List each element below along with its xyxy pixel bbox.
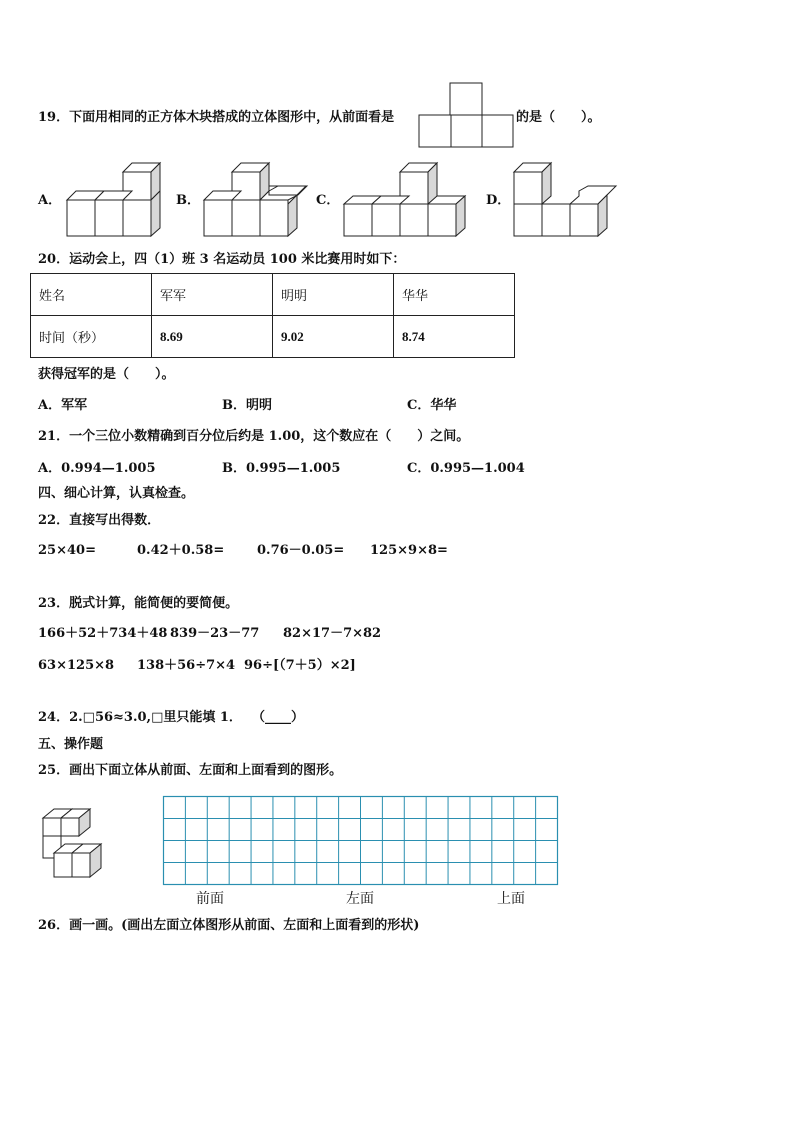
- table-cell-huahua-time: 8.74: [394, 316, 515, 358]
- q23-expr-4: 63×125×8: [38, 658, 115, 673]
- q19-option-d-figure: [513, 160, 617, 238]
- section-5-heading: 五、操作题: [38, 737, 104, 752]
- q19-text-after: 的是（ ）。: [516, 110, 601, 125]
- table-header-junjun: 军军: [152, 274, 273, 316]
- q23-expr-2: 839－23－77: [170, 626, 260, 641]
- q21-option-b[interactable]: B．0.995—1.005: [222, 461, 341, 476]
- q23-expr-1: 166＋52＋734＋48: [38, 626, 168, 641]
- q21-option-a[interactable]: A．0.994—1.005: [38, 461, 156, 476]
- q25-label-left: 左面: [346, 892, 374, 907]
- q19-option-b-label[interactable]: B．: [176, 193, 200, 208]
- q21-option-c[interactable]: C．0.995—1.004: [407, 461, 525, 476]
- q22-item-3: 0.76－0.05=: [257, 543, 345, 558]
- q25-label-top: 上面: [497, 892, 525, 907]
- q25-text: 25．画出下面立体从前面、左面和上面看到的图形。: [38, 763, 343, 778]
- q20-results-table: [30, 273, 515, 358]
- q22-item-2: 0.42＋0.58=: [137, 543, 225, 558]
- q23-expr-6: 96÷[（7＋5）×2]: [244, 658, 356, 673]
- q19-option-c-figure: [343, 160, 473, 238]
- q22-text: 22．直接写出得数．: [38, 513, 161, 528]
- table-cell-junjun-time: 8.69: [152, 316, 273, 358]
- q20-option-c[interactable]: C．华华: [407, 398, 457, 413]
- q25-label-front: 前面: [196, 892, 224, 907]
- table-header-mingming: 明明: [273, 274, 394, 316]
- q23-expr-5: 138＋56÷7×4: [137, 658, 236, 673]
- q19-option-c-label[interactable]: C．: [316, 193, 340, 208]
- q19-option-a-label[interactable]: A．: [38, 193, 62, 208]
- table-row-label-time: 时间（秒）: [31, 316, 152, 358]
- q20-text: 20．运动会上，四（1）班 3 名运动员 100 米比赛用时如下：: [38, 252, 406, 267]
- q26-text: 26．画一画。(画出左面立体图形从前面、左面和上面看到的形状): [38, 918, 420, 933]
- q22-item-1: 25×40=: [38, 543, 96, 558]
- q19-text: 19．下面用相同的正方体木块搭成的立体图形中，从前面看是: [38, 110, 395, 125]
- q19-front-view-figure: [418, 82, 514, 148]
- q23-text: 23．脱式计算，能简便的要简便。: [38, 596, 239, 611]
- q19-option-b-figure: [203, 160, 307, 238]
- table-row: [31, 274, 515, 316]
- q24-answer-blank[interactable]: （____）: [252, 710, 305, 725]
- section-4-heading: 四、细心计算，认真检查。: [38, 486, 195, 501]
- q24-text: 24．2.□56≈3.0,□里只能填 1．: [38, 710, 242, 725]
- q19-option-a-figure: [66, 160, 170, 238]
- table-header-huahua: 华华: [394, 274, 515, 316]
- q20-question: 获得冠军的是（ ）。: [38, 367, 175, 382]
- q20-option-b[interactable]: B．明明: [222, 398, 272, 413]
- q25-solid-figure: [42, 806, 108, 882]
- q25-drawing-grid[interactable]: [163, 796, 559, 886]
- q19-option-d-label[interactable]: D．: [486, 193, 511, 208]
- table-header-name: 姓名: [31, 274, 152, 316]
- table-row: [31, 316, 515, 358]
- q22-item-4: 125×9×8=: [370, 543, 448, 558]
- table-cell-mingming-time: 9.02: [273, 316, 394, 358]
- q23-expr-3: 82×17－7×82: [283, 626, 382, 641]
- q20-option-a[interactable]: A．军军: [38, 398, 88, 413]
- q21-text: 21．一个三位小数精确到百分位后约是 1.00，这个数应在（ ）之间。: [38, 429, 470, 444]
